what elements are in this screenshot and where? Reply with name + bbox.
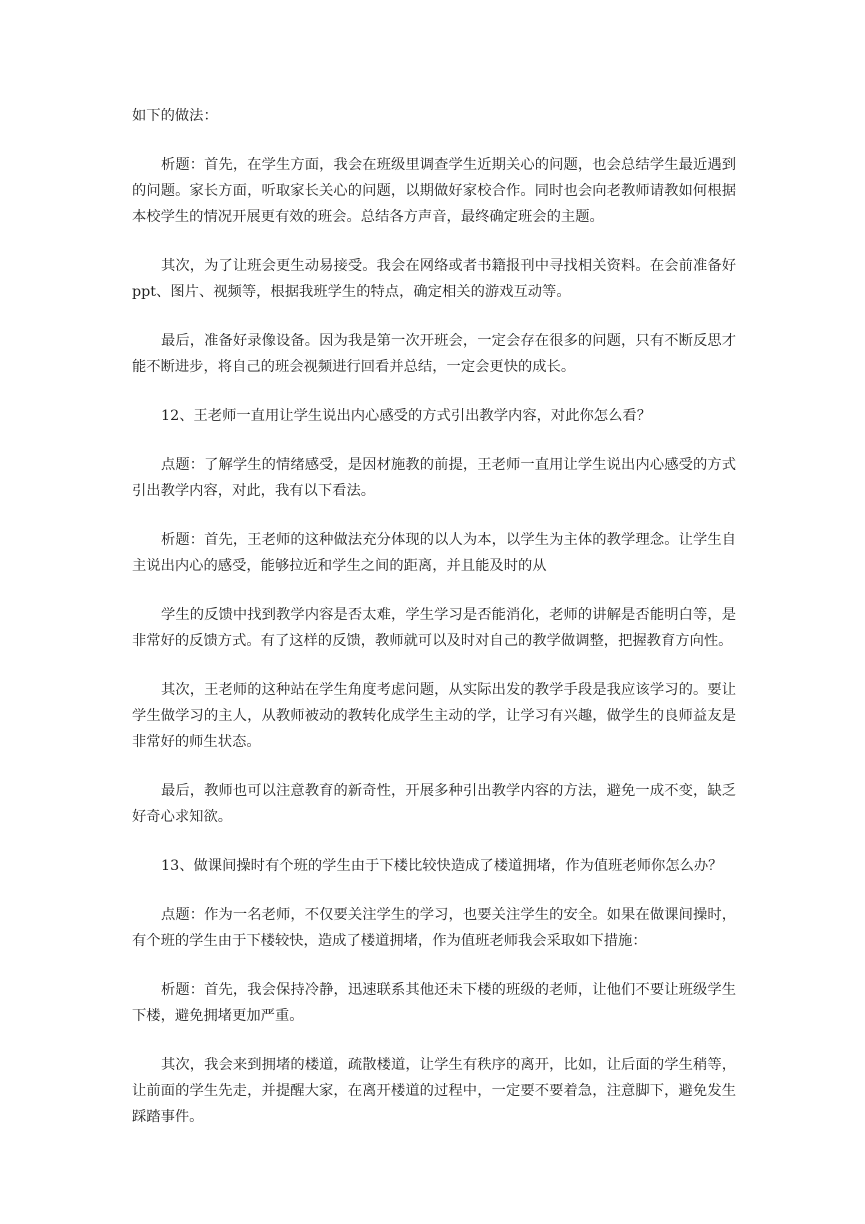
paragraph-q13-analysis-first: 析题：首先，我会保持冷静，迅速联系其他还未下楼的班级的老师，让他们不要让班级学生下楼，避免拥堵更加严重。	[132, 982, 736, 1024]
paragraph-q12-analysis-first: 析题：首先，王老师的这种做法充分体现的以人为本，以学生为主体的教学理念。让学生自主说出内心的感受，能够拉近和学生之间的距离，并且能及时的从	[132, 532, 736, 574]
paragraph-q12-analysis-first-cont: 学生的反馈中找到教学内容是否太难，学生学习是否能消化，老师的讲解是否能明白等，是非常好的反馈方式。有了这样的反馈，教师就可以及时对自己的教学做调整，把握教育方向性。	[132, 607, 736, 649]
document-body	[132, 103, 736, 1153]
paragraph-q12-analysis-second: 其次，王老师的这种站在学生角度考虑问题，从实际出发的教学手段是我应该学习的。要让学生做学习的主人，从教师被动的教转化成学生主动的学，让学习有兴趣，做学生的良师益友是非常好的师生状态。	[132, 682, 736, 750]
paragraph-analysis-last: 最后，准备好录像设备。因为我是第一次开班会，一定会存在很多的问题，只有不断反思才能不断进步，将自己的班会视频进行回看并总结，一定会更快的成长。	[132, 333, 736, 375]
question-13: 13、做课间操时有个班的学生由于下楼比较快造成了楼道拥堵，作为值班老师你怎么办？	[161, 858, 723, 874]
paragraph-q12-analysis-last: 最后，教师也可以注意教育的新奇性，开展多种引出教学内容的方法，避免一成不变，缺乏好奇心求知欲。	[132, 783, 736, 825]
paragraph-q13-analysis-second: 其次，我会来到拥堵的楼道，疏散楼道，让学生有秩序的离开，比如，让后面的学生稍等，让前面的学生先走，并提醒大家，在离开楼道的过程中，一定要不要着急，注意脚下，避免发生踩踏事件。	[132, 1057, 736, 1125]
paragraph-q12-intro: 点题：了解学生的情绪感受，是因材施教的前提，王老师一直用让学生说出内心感受的方式引出教学内容，对此，我有以下看法。	[132, 457, 736, 499]
paragraph-analysis-second: 其次，为了让班会更生动易接受。我会在网络或者书籍报刊中寻找相关资料。在会前准备好 ppt、图片、视频等，根据我班学生的特点，确定相关的游戏互动等。	[132, 258, 736, 300]
paragraph-analysis-first: 析题：首先，在学生方面，我会在班级里调查学生近期关心的问题，也会总结学生最近遇到的问题。家长方面，听取家长关心的问题，以期做好家校合作。同时也会向老教师请教如何根据本校学生的情况开展更有效的班会。总结各方声音，最终确定班会的主题。	[132, 157, 736, 225]
question-12: 12、王老师一直用让学生说出内心感受的方式引出教学内容，对此你怎么看？	[161, 408, 651, 424]
paragraph-q13-intro: 点题：作为一名老师，不仅要关注学生的学习，也要关注学生的安全。如果在做课间操时，有个班的学生由于下楼较快，造成了楼道拥堵，作为值班老师我会采取如下措施：	[132, 907, 736, 949]
paragraph-continuation: 如下的做法：	[132, 108, 218, 124]
